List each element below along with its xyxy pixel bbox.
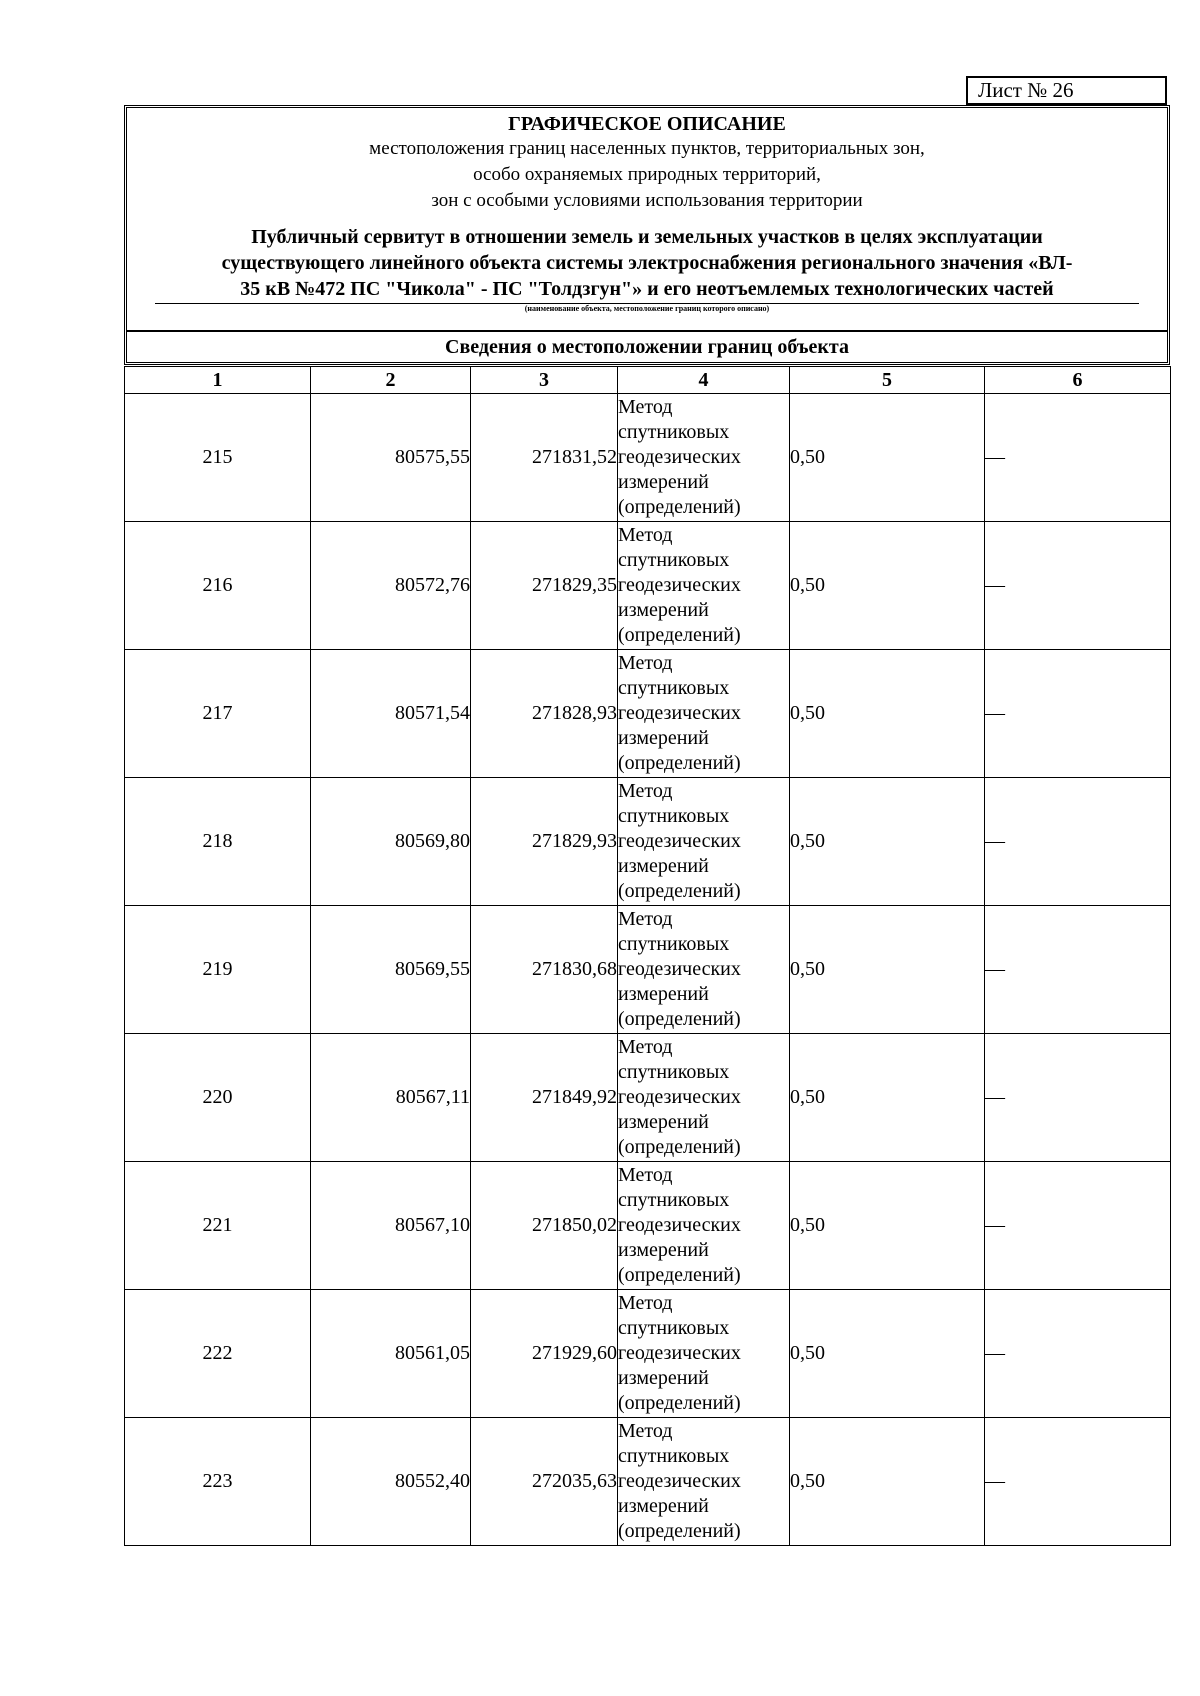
method-line: геодезических	[618, 574, 741, 596]
point-number-cell: 221	[125, 1162, 311, 1290]
method-line: Метод	[618, 780, 673, 802]
method-line: (определений)	[618, 1136, 741, 1158]
accuracy-cell: 0,50	[790, 906, 985, 1034]
method-line: геодезических	[618, 1214, 741, 1236]
x-coordinate-cell: 80569,55	[311, 906, 471, 1034]
y-coordinate-cell: 271831,52	[471, 394, 618, 522]
method-line: измерений	[618, 1111, 709, 1133]
subtitle-line: зон с особыми условиями использования территории	[431, 190, 863, 211]
method-cell	[618, 1034, 790, 1162]
x-coordinate-cell: 80561,05	[311, 1290, 471, 1418]
method-line: спутниковых	[618, 1445, 730, 1467]
accuracy-cell: 0,50	[790, 1034, 985, 1162]
table-row	[125, 1034, 1171, 1162]
method-line: спутниковых	[618, 1061, 730, 1083]
accuracy-cell: 0,50	[790, 522, 985, 650]
table-row	[125, 522, 1171, 650]
method-line: (определений)	[618, 1392, 741, 1414]
column-header: 4	[618, 367, 790, 394]
method-line: спутниковых	[618, 421, 730, 443]
document-title: ГРАФИЧЕСКОЕ ОПИСАНИЕ	[508, 113, 786, 135]
method-line: Метод	[618, 1164, 673, 1186]
method-line: спутниковых	[618, 933, 730, 955]
method-line: (определений)	[618, 1520, 741, 1542]
method-line: измерений	[618, 727, 709, 749]
object-name-line: существующего линейного объекта системы электроснабжения регионального значения «ВЛ-	[221, 252, 1073, 274]
description-cell: —	[985, 522, 1171, 650]
method-line: (определений)	[618, 1264, 741, 1286]
method-cell	[618, 778, 790, 906]
method-line: Метод	[618, 908, 673, 930]
table-row	[125, 394, 1171, 522]
table-row	[125, 906, 1171, 1034]
description-cell: —	[985, 394, 1171, 522]
method-line: (определений)	[618, 752, 741, 774]
method-line: спутниковых	[618, 549, 730, 571]
x-coordinate-cell: 80567,11	[311, 1034, 471, 1162]
description-cell: —	[985, 1162, 1171, 1290]
method-cell	[618, 1290, 790, 1418]
method-line: геодезических	[618, 702, 741, 724]
description-cell: —	[985, 1418, 1171, 1546]
method-line: (определений)	[618, 880, 741, 902]
method-cell	[618, 906, 790, 1034]
column-header: 2	[311, 367, 471, 394]
method-line: (определений)	[618, 1008, 741, 1030]
x-coordinate-cell: 80567,10	[311, 1162, 471, 1290]
x-coordinate-cell: 80569,80	[311, 778, 471, 906]
section-title: Сведения о местоположении границ объекта	[127, 330, 1167, 362]
method-line: геодезических	[618, 1086, 741, 1108]
y-coordinate-cell: 272035,63	[471, 1418, 618, 1546]
column-number-row	[125, 367, 1171, 394]
column-header: 5	[790, 367, 985, 394]
y-coordinate-cell: 271850,02	[471, 1162, 618, 1290]
accuracy-cell: 0,50	[790, 394, 985, 522]
method-line: измерений	[618, 983, 709, 1005]
description-cell: —	[985, 778, 1171, 906]
sheet-number: Лист № 26	[966, 76, 1167, 105]
method-line: измерений	[618, 471, 709, 493]
method-cell	[618, 522, 790, 650]
y-coordinate-cell: 271829,35	[471, 522, 618, 650]
accuracy-cell: 0,50	[790, 1418, 985, 1546]
accuracy-cell: 0,50	[790, 1162, 985, 1290]
method-line: геодезических	[618, 1470, 741, 1492]
y-coordinate-cell: 271828,93	[471, 650, 618, 778]
table-row	[125, 1418, 1171, 1546]
method-line: спутниковых	[618, 805, 730, 827]
point-number-cell: 215	[125, 394, 311, 522]
table-body	[125, 394, 1171, 1546]
column-header: 3	[471, 367, 618, 394]
description-cell: —	[985, 650, 1171, 778]
method-cell	[618, 650, 790, 778]
x-coordinate-cell: 80571,54	[311, 650, 471, 778]
method-line: Метод	[618, 1036, 673, 1058]
coordinates-table	[124, 366, 1171, 1546]
table-row	[125, 778, 1171, 906]
method-line: Метод	[618, 396, 673, 418]
column-header: 6	[985, 367, 1171, 394]
object-name	[127, 224, 1167, 302]
description-cell: —	[985, 1034, 1171, 1162]
point-number-cell: 222	[125, 1290, 311, 1418]
subtitle-line: особо охраняемых природных территорий,	[473, 164, 821, 185]
method-line: спутниковых	[618, 1317, 730, 1339]
method-line: (определений)	[618, 624, 741, 646]
accuracy-cell: 0,50	[790, 650, 985, 778]
method-line: Метод	[618, 652, 673, 674]
method-line: геодезических	[618, 1342, 741, 1364]
method-line: геодезических	[618, 830, 741, 852]
point-number-cell: 223	[125, 1418, 311, 1546]
point-number-cell: 219	[125, 906, 311, 1034]
method-line: Метод	[618, 1420, 673, 1442]
subtitle-line: местоположения границ населенных пунктов, территориальных зон,	[369, 138, 925, 159]
table-row	[125, 1162, 1171, 1290]
x-coordinate-cell: 80575,55	[311, 394, 471, 522]
method-line: измерений	[618, 599, 709, 621]
method-line: спутниковых	[618, 677, 730, 699]
y-coordinate-cell: 271829,93	[471, 778, 618, 906]
document-header	[124, 105, 1170, 365]
method-line: измерений	[618, 1367, 709, 1389]
object-name-line: Публичный сервитут в отношении земель и земельных участков в целях эксплуатации	[251, 226, 1043, 248]
accuracy-cell: 0,50	[790, 1290, 985, 1418]
y-coordinate-cell: 271849,92	[471, 1034, 618, 1162]
point-number-cell: 218	[125, 778, 311, 906]
method-cell	[618, 1418, 790, 1546]
accuracy-cell: 0,50	[790, 778, 985, 906]
method-line: геодезических	[618, 446, 741, 468]
table-row	[125, 1290, 1171, 1418]
object-caption: (наименование объекта, местоположение границ которого описано)	[524, 304, 770, 313]
point-number-cell: 217	[125, 650, 311, 778]
table-row	[125, 650, 1171, 778]
method-cell	[618, 1162, 790, 1290]
method-line: измерений	[618, 855, 709, 877]
method-line: Метод	[618, 524, 673, 546]
method-line: измерений	[618, 1495, 709, 1517]
x-coordinate-cell: 80552,40	[311, 1418, 471, 1546]
method-line: Метод	[618, 1292, 673, 1314]
x-coordinate-cell: 80572,76	[311, 522, 471, 650]
method-line: (определений)	[618, 496, 741, 518]
point-number-cell: 216	[125, 522, 311, 650]
method-line: геодезических	[618, 958, 741, 980]
y-coordinate-cell: 271929,60	[471, 1290, 618, 1418]
method-line: спутниковых	[618, 1189, 730, 1211]
description-cell: —	[985, 1290, 1171, 1418]
description-cell: —	[985, 906, 1171, 1034]
object-name-line: 35 кВ №472 ПС "Чикола" - ПС "Толдзгун"» и его неотъемлемых технологических частей	[240, 278, 1054, 300]
point-number-cell: 220	[125, 1034, 311, 1162]
method-line: измерений	[618, 1239, 709, 1261]
method-cell	[618, 394, 790, 522]
y-coordinate-cell: 271830,68	[471, 906, 618, 1034]
column-header: 1	[125, 367, 311, 394]
